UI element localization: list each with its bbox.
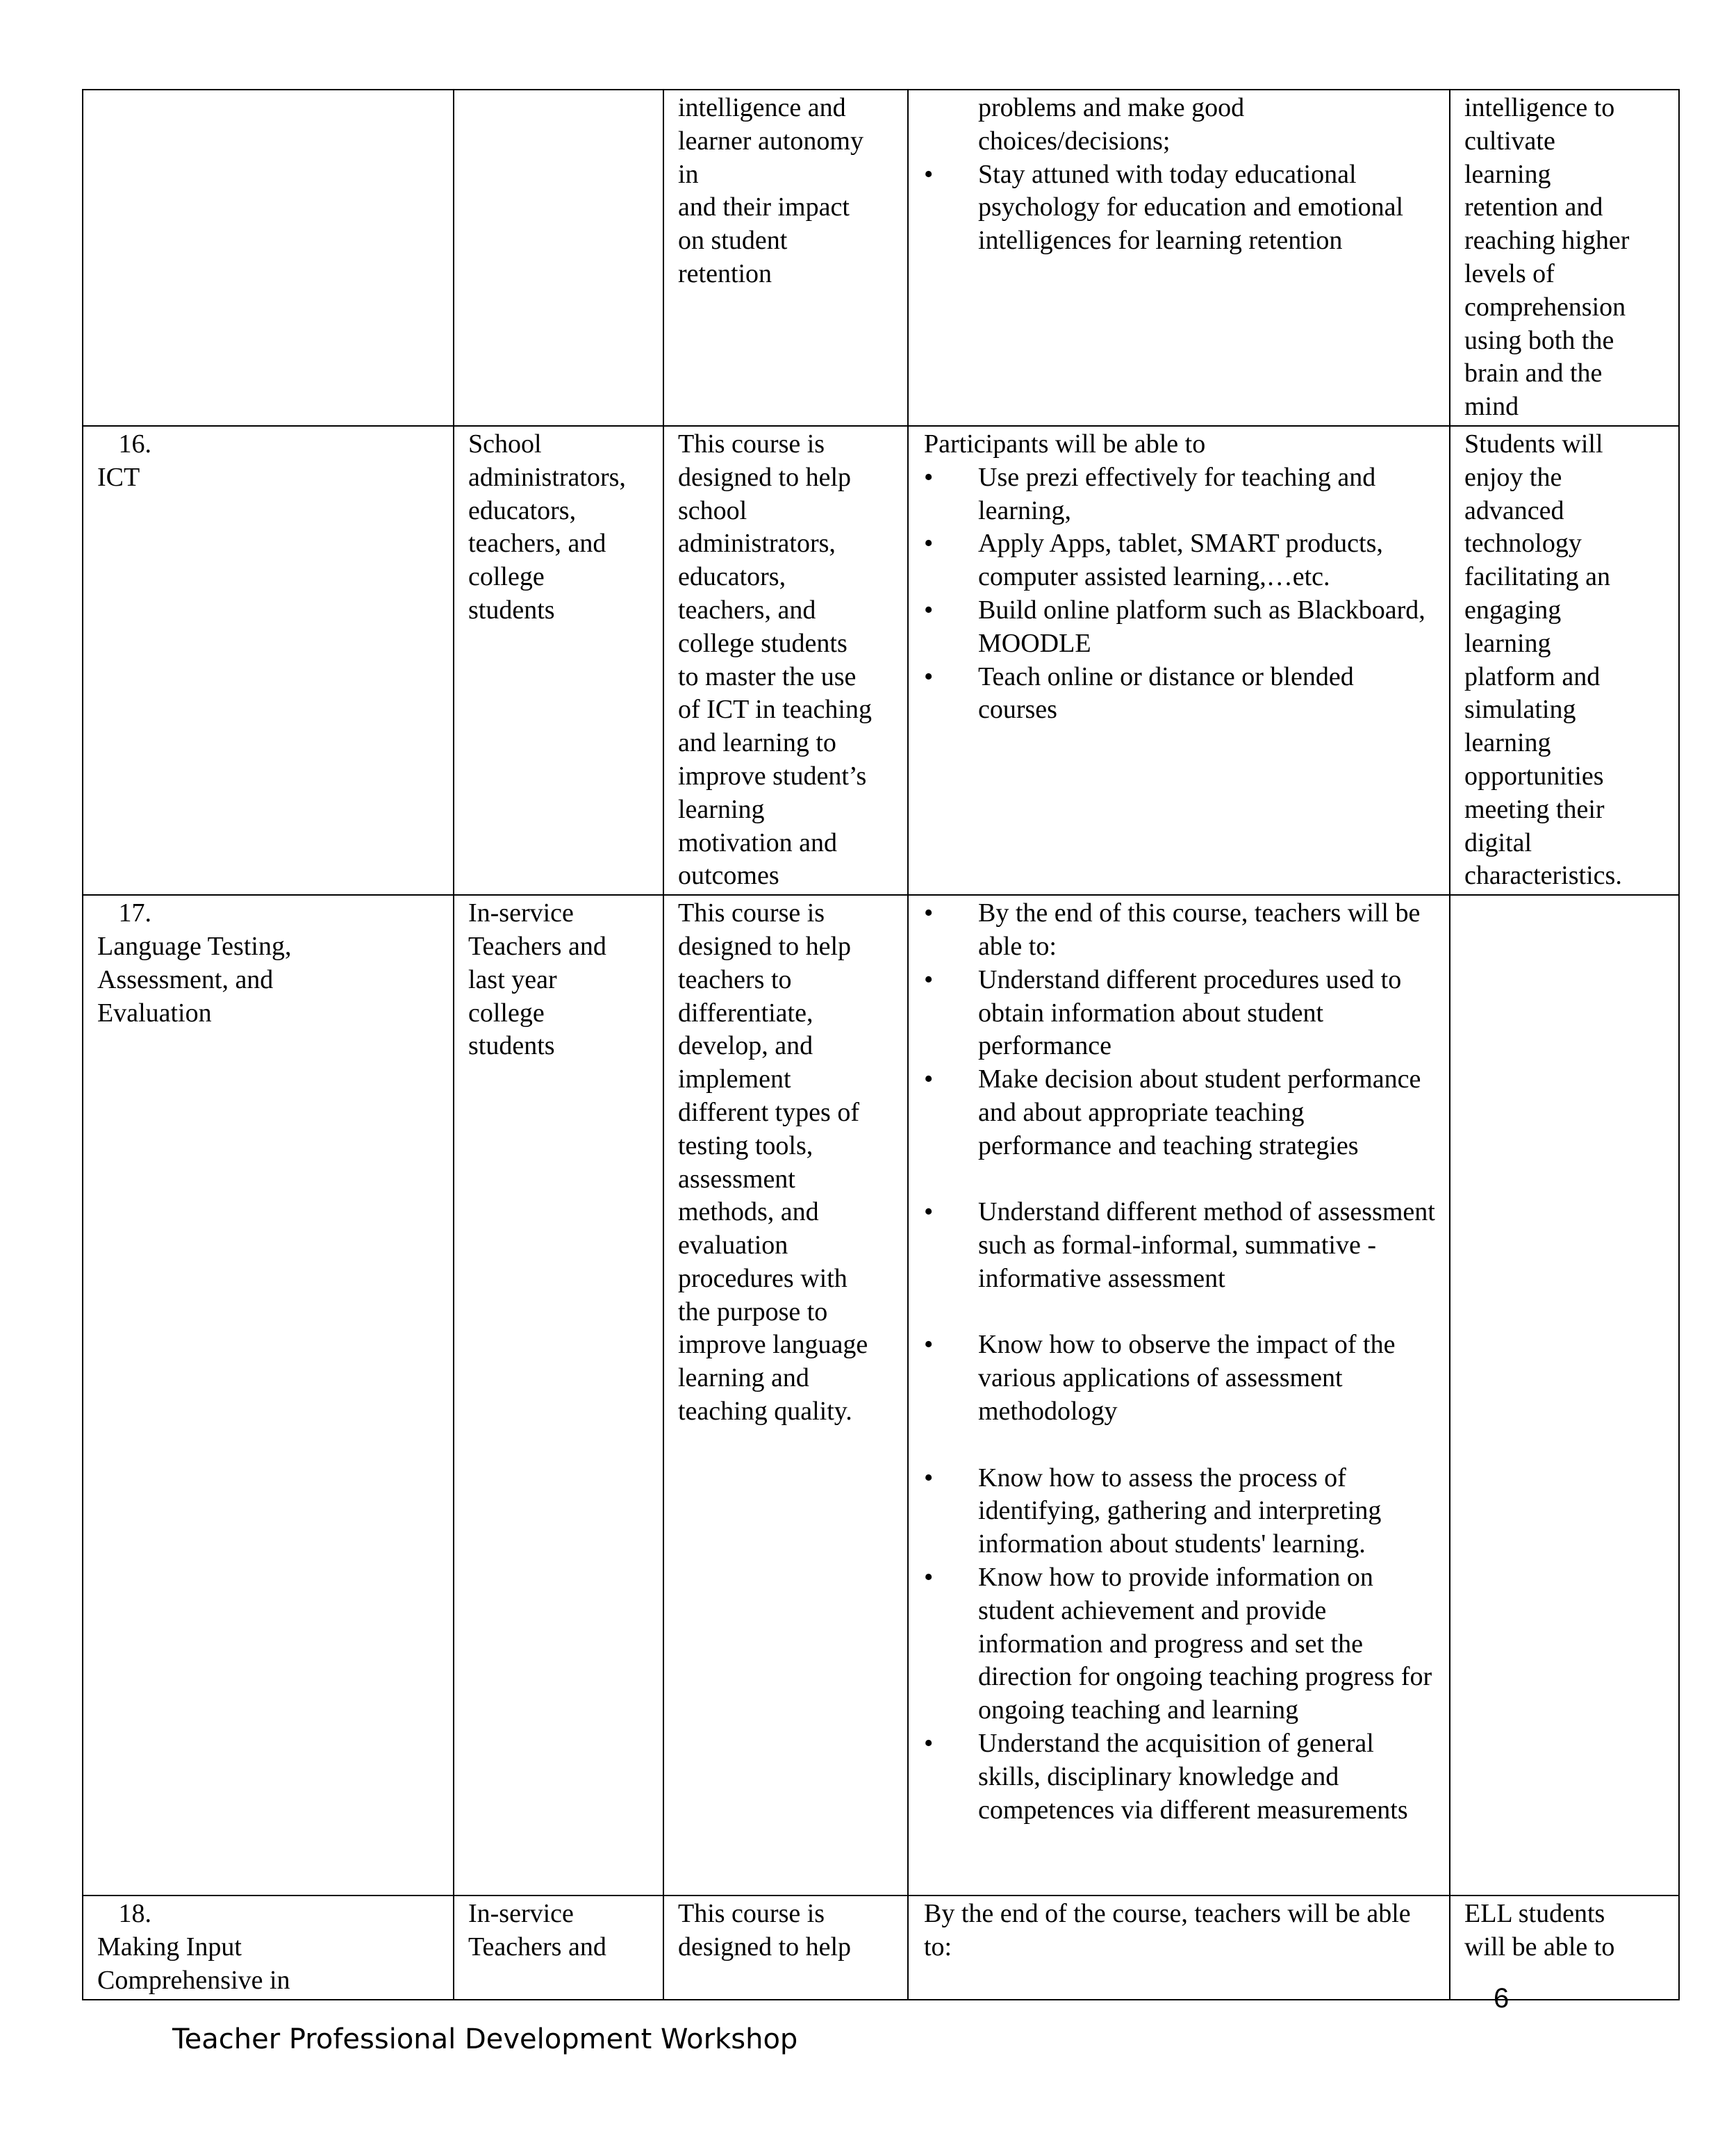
bullet-icon: • [924, 1729, 934, 1759]
audience-cell: School administrators, educators, teachers, and college students [454, 426, 663, 895]
objectives-lead: By the end of the course, teachers will be able to: [924, 1899, 1411, 1962]
objective-item [923, 594, 1439, 661]
bullet-icon: • [924, 964, 934, 994]
objective-text: Understand different procedures used to obtain information about student performance [978, 964, 1402, 1061]
bullet-icon: • [924, 1463, 934, 1493]
topic-cell [83, 426, 454, 895]
objective-text: Teach online or distance or blended courses [978, 661, 1354, 725]
bullet-icon: • [924, 898, 934, 928]
objective-text: Build online platform such as Blackboard, MOODLE [978, 595, 1425, 658]
objectives-cell [908, 426, 1450, 895]
row-number: 17. [118, 898, 151, 928]
objective-text: Make decision about student performance and about appropriate teaching performance and teaching strategies [978, 1064, 1421, 1160]
objective-item [923, 964, 1439, 1063]
objectives-cell [908, 90, 1450, 426]
bullet-icon: • [924, 595, 934, 625]
objective-text: Know how to observe the impact of the various applications of assessment methodology [978, 1330, 1396, 1426]
objective-text: Use prezi effectively for teaching and learning, [978, 462, 1376, 525]
topic-title: ICT [97, 462, 140, 492]
topic-title: Making Input Comprehensive in [97, 1932, 290, 1995]
outcome-cell: intelligence to cultivate learning retention and reaching higher levels of comprehension using both the brain and the mind [1450, 90, 1679, 426]
table-row [83, 90, 1679, 426]
topic-title: Language Testing, Assessment, and Evaluation [97, 931, 292, 1028]
topic-cell [83, 895, 454, 1896]
objective-text: By the end of this course, teachers will be able to: [978, 898, 1421, 961]
objective-item [923, 1561, 1439, 1727]
objective-text: Understand different method of assessment such as formal-informal, summative -informative assessment [978, 1197, 1435, 1293]
objective-text: Stay attuned with today educational psychology for education and emotional intelligences for learning retention [978, 159, 1404, 256]
row-number: 18. [118, 1899, 151, 1929]
objectives-cell [908, 1896, 1450, 1999]
workshop-table [82, 89, 1680, 2000]
bullet-icon: • [924, 661, 934, 691]
table-row [83, 895, 1679, 1896]
objective-item [923, 527, 1439, 594]
row-number: 16. [118, 429, 151, 459]
table-body [83, 90, 1679, 2000]
objectives-cell [908, 895, 1450, 1896]
objectives-list [923, 461, 1439, 727]
objective-text: Apply Apps, tablet, SMART products, computer assisted learning,…etc. [978, 529, 1383, 592]
topic-cell [83, 90, 454, 426]
topic-cell [83, 1896, 454, 1999]
objective-item [923, 1329, 1439, 1428]
audience-cell: In-service Teachers and [454, 1896, 663, 1999]
objective-item [923, 1196, 1439, 1295]
bullet-icon: • [924, 1064, 934, 1094]
objective-item [923, 897, 1439, 964]
objective-text: Know how to provide information on student achievement and provide information and progress and set the direction for ongoing teaching progress for ongoing teaching and learning [978, 1563, 1432, 1725]
objectives-list [923, 897, 1439, 1827]
objectives-lead: Participants will be able to [924, 429, 1206, 459]
outcome-cell [1450, 895, 1679, 1896]
bullet-icon: • [924, 529, 934, 559]
objective-text: problems and make good choices/decisions; [978, 93, 1245, 156]
objective-item [923, 158, 1439, 258]
objective-item [923, 1727, 1439, 1827]
objective-text: Know how to assess the process of identifying, gathering and interpreting information about students' learning. [978, 1463, 1382, 1559]
objectives-list [923, 92, 1439, 258]
table-row [83, 1896, 1679, 1999]
description-cell: intelligence and learner autonomy in and their impact on student retention [663, 90, 908, 426]
audience-cell: In-service Teachers and last year college students [454, 895, 663, 1896]
footer-title: Teacher Professional Development Workshop [172, 2023, 798, 2055]
objective-item [923, 661, 1439, 727]
objective-item [923, 1063, 1439, 1162]
objective-text: Understand the acquisition of general skills, disciplinary knowledge and competences via different measurements [978, 1729, 1408, 1825]
outcome-cell: ELL students will be able to [1450, 1896, 1679, 1999]
objective-item [923, 461, 1439, 528]
bullet-icon: • [924, 1330, 934, 1360]
page-number: 6 [1494, 1983, 1510, 2014]
bullet-icon: • [924, 1563, 934, 1593]
objective-item [923, 1462, 1439, 1561]
objective-item [923, 92, 1439, 158]
audience-cell [454, 90, 663, 426]
description-cell: This course is designed to help [663, 1896, 908, 1999]
description-cell: This course is designed to help teachers to differentiate, develop, and implement different types of testing tools, assessment methods, and evaluation procedures with the purpose to improve language learning and teaching quality. [663, 895, 908, 1896]
table-row [83, 426, 1679, 895]
bullet-icon: • [924, 462, 934, 492]
description-cell: This course is designed to help school administrators, educators, teachers, and college students to master the use of ICT in teaching and learning to improve student’s learning motivation and outcomes [663, 426, 908, 895]
bullet-icon: • [924, 159, 934, 189]
bullet-icon: • [924, 1197, 934, 1227]
outcome-cell: Students will enjoy the advanced technology facilitating an engaging learning platform and simulating learning opportunities meeting their digital characteristics. [1450, 426, 1679, 895]
